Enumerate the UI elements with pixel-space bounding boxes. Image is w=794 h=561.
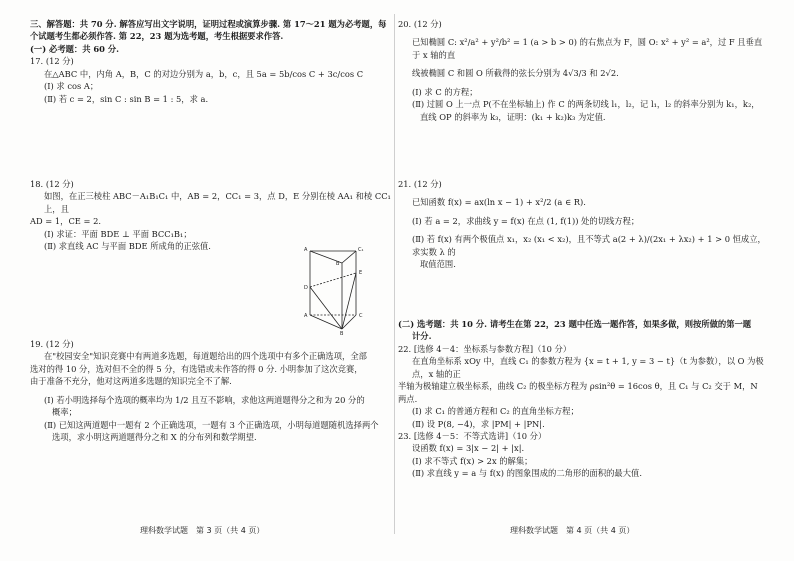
question-part-2: (Ⅱ) 设 P(8, −4)，求 |PM| + |PN|. <box>412 418 545 429</box>
question-number: 19. (12 分) <box>30 339 74 349</box>
figure-label: C₁ <box>358 247 364 253</box>
question-part-2: (Ⅱ) 过圆 O 上一点 P(不在坐标轴上) 作 C 的两条切线 l₁，l₂，记 l₁，l₂ 的斜率分别为 k₁，k₂， <box>412 99 760 110</box>
question-part-2: (Ⅱ) 若 c = 2，sin C : sin B = 1 : 5，求 a. <box>44 93 209 104</box>
question-stem-line-2: 选对的得 10 分，选对但不全的得 5 分，有选错或未作答的得 0 分. 小明参加了这次竞赛， <box>30 363 363 374</box>
question-number: 17. (12 分) <box>30 56 74 67</box>
required-header: (一) 必考题：共 60 分. <box>30 43 120 54</box>
question-stem: 已知函数 f(x) = ax(ln x − 1) + x²/2 (a ∈ R). <box>412 197 586 208</box>
figure-label: C <box>359 313 363 319</box>
question-part-1: (Ⅰ) 若 a = 2，求曲线 y = f(x) 在点 (1, f(1)) 处的切线方程； <box>412 215 640 226</box>
figure-label: D <box>304 285 308 291</box>
page-3 <box>30 18 392 105</box>
question-number: 21. (12 分) <box>398 179 442 189</box>
page-footer-right: 理科数学试题 第 4 页（共 4 页） <box>510 526 635 535</box>
optional-header: (二) 选考题：共 10 分. 请考生在第 22，23 题中任选一题作答，如果多做，则按所做的第一题 <box>398 319 752 329</box>
question-stem-line-3: 由于准备不充分，他对这两道多选题的知识完全不了解. <box>30 376 232 387</box>
question-part-2-cont: 选项，求小明这两道题得分之和 X 的分布列和数学期望. <box>52 432 257 443</box>
question-stem-line-1: 在"校园安全"知识竞赛中有两道多选题，每道题给出的四个选项中有多个正确选项，全部 <box>44 351 367 362</box>
question-number: 22. [选修 4－4：坐标系与参数方程]（10 分） <box>398 343 572 354</box>
question-part-1: (Ⅰ) 若小明选择每个选项的概率均为 1/2 且互不影响，求他这两道题得分之和为 20 分的 <box>44 394 365 405</box>
question-stem-line-2: AD = 1，CE = 2. <box>30 216 101 227</box>
figure-label: B <box>336 261 340 267</box>
optional-section <box>398 318 768 480</box>
figure-label: A <box>304 247 308 253</box>
question-part-1: (Ⅰ) 求不等式 f(x) > 2x 的解集； <box>412 455 533 466</box>
question-part-2: (Ⅱ) 求直线 y = a 与 f(x) 的图象围成的二角形的面积的最大值. <box>412 468 642 479</box>
prism-figure <box>296 243 378 335</box>
question-stem-line-2: 半轴为极轴建立极坐标系，曲线 C₂ 的极坐标方程为 ρsin²θ = 16cos θ，且 C₁ 与 C₂ 交于 M，N <box>398 381 758 392</box>
question-20 <box>398 18 768 123</box>
section-header: 三、解答题：共 70 分. 解答应写出文字说明，证明过程或演算步骤. 第 17～21 题为必考题，每个试题考生都必须作答. 第 22，23 题为选考题，考生根据要求作答. <box>30 19 387 42</box>
question-part-1: (Ⅰ) 求 cos A； <box>44 81 99 92</box>
question-stem-line-1: 在直角坐标系 xOy 中，直线 C₁ 的参数方程为 {x = t + 1, y = 3 − t}（t 为参数），以 O 为极点，x 轴的正 <box>412 356 764 379</box>
question-part-2: (Ⅱ) 已知这两道题中一题有 2 个正确选项，一题有 3 个正确选项，小明每道题随机选择两个 <box>44 419 379 430</box>
question-stem: 在△ABC 中，内角 A，B，C 的对边分别为 a，b，c，且 5a = 5b/cos C + 3c/cos C <box>44 68 364 79</box>
question-17 <box>30 55 392 105</box>
question-23 <box>398 430 768 480</box>
question-22 <box>398 343 768 430</box>
question-part-1-cont: 概率； <box>52 407 77 418</box>
question-stem-line-1: 已知椭圆 C: x²/a² + y²/b² = 1 (a > b > 0) 的右焦点为 F，圆 O: x² + y² = a²，过 F 且垂直于 x 轴的直 <box>412 37 763 60</box>
question-18 <box>30 178 392 253</box>
page-divider <box>394 14 395 534</box>
question-part-1: (Ⅰ) 求 C 的方程； <box>412 86 478 97</box>
question-part-1: (Ⅰ) 求 C₁ 的普通方程和 C₂ 的直角坐标方程； <box>412 406 579 417</box>
question-part-2-cont: 直线 OP 的斜率为 k₃，证明：(k₁ + k₂)k₃ 为定值. <box>420 111 606 122</box>
question-number: 23. [选修 4－5：不等式选讲]（10 分） <box>398 430 547 441</box>
question-part-2: (Ⅱ) 求直线 AC 与平面 BDE 所成角的正弦值. <box>44 241 211 252</box>
optional-header-cont: 计分. <box>412 331 432 342</box>
figure-label: E <box>359 270 363 276</box>
figure-label: A <box>304 313 308 319</box>
question-number: 18. (12 分) <box>30 179 74 189</box>
question-number: 20. (12 分) <box>398 19 442 29</box>
page-footer-left: 理科数学试题 第 3 页（共 4 页） <box>140 526 265 535</box>
question-stem-line-2: 线被椭圆 C 和圆 O 所截得的弦长分别为 4√3/3 和 2√2. <box>412 68 619 79</box>
question-stem-line-3: 两点. <box>398 393 418 404</box>
question-part-2-cont: 取值范围. <box>420 259 456 270</box>
question-stem-line-1: 如图，在正三棱柱 ABC－A₁B₁C₁ 中，AB = 2，CC₁ = 3，点 D，E 分别在棱 AA₁ 和棱 CC₁ 上，且 <box>44 191 391 214</box>
question-19 <box>30 338 392 444</box>
question-stem: 设函数 f(x) = 3|x − 2| + |x|. <box>412 443 525 454</box>
question-part-2: (Ⅱ) 若 f(x) 有两个极值点 x₁，x₂ (x₁ < x₂)，且不等式 a(2 + λ)/(2x₁ + λx₂) + 1 > 0 恒成立，求实数 λ 的 <box>412 234 766 257</box>
question-21 <box>398 178 768 271</box>
question-part-1: (Ⅰ) 求证：平面 BDE ⊥ 平面 BCC₁B₁； <box>44 228 192 239</box>
figure-label: B <box>340 331 344 335</box>
